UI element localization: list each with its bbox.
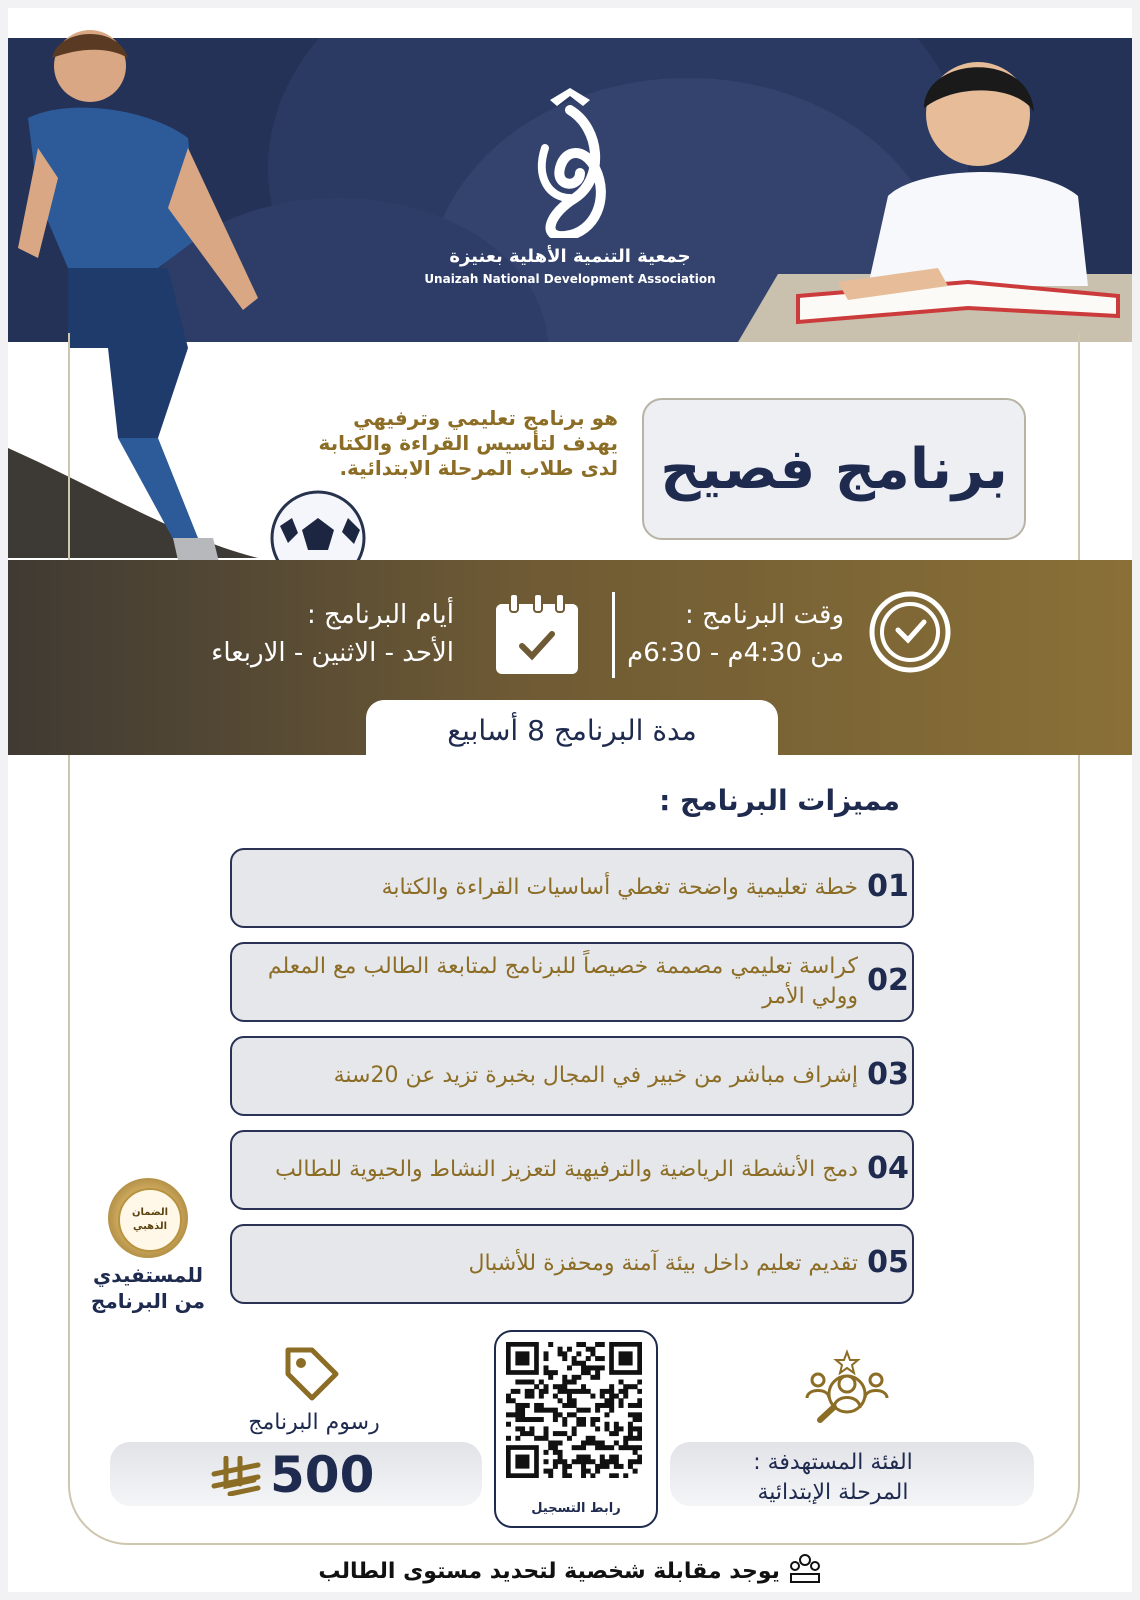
organization-name-en: Unaizah National Development Association xyxy=(424,272,716,286)
time-info xyxy=(627,596,844,672)
interview-note-text: يوجد مقابلة شخصية لتحديد مستوى الطالب xyxy=(318,1559,780,1584)
program-title: برنامج فصيح xyxy=(660,436,1008,502)
fees-amount: 500 xyxy=(270,1446,375,1504)
qr-code-icon[interactable] xyxy=(506,1342,642,1478)
target-value: المرحلة الإبتدائية xyxy=(757,1480,909,1505)
feature-item xyxy=(230,1036,914,1116)
calendar-icon xyxy=(494,592,580,676)
interview-note xyxy=(8,1554,1132,1590)
organization-logo xyxy=(8,88,1132,242)
feature-text: خطة تعليمية واضحة تغطي أساسيات القراءة والكتابة xyxy=(381,875,858,900)
intro-line-1: هو برنامج تعليمي وترفيهي xyxy=(353,406,618,430)
guarantee-caption-line-2: من البرنامج xyxy=(90,1289,206,1313)
guarantee-caption xyxy=(78,1262,218,1314)
feature-number: 04 xyxy=(866,1146,910,1190)
registration-qr-box[interactable] xyxy=(494,1330,658,1528)
price-tag-icon xyxy=(282,1344,342,1404)
feature-number: 01 xyxy=(866,864,910,908)
organization-name-ar: جمعية التنمية الأهلية بعنيزة xyxy=(449,246,691,267)
feature-number: 02 xyxy=(866,958,910,1002)
fees-label: رسوم البرنامج xyxy=(248,1410,380,1435)
target-label: الفئة المستهدفة : xyxy=(753,1450,913,1475)
feature-item xyxy=(230,1130,914,1210)
days-value: الأحد - الاثنين - الاربعاء xyxy=(211,638,454,668)
intro-line-3: لدى طلاب المرحلة الابتدائية. xyxy=(339,456,618,480)
feature-number: 05 xyxy=(866,1240,910,1284)
program-title-box xyxy=(642,398,1026,540)
time-value: من 4:30م - 6:30م xyxy=(627,638,844,668)
program-duration: مدة البرنامج 8 أسابيع xyxy=(366,700,778,762)
guarantee-badge-text: الضمان الذهبي xyxy=(118,1188,182,1252)
clock-icon xyxy=(868,590,952,674)
feature-text: كراسة تعليمي مصممة خصيصاً للبرنامج لمتابعة الطالب مع المعلم وولي الأمر xyxy=(267,954,858,1009)
logo-emblem-icon xyxy=(525,88,615,238)
feature-text: تقديم تعليم داخل بيئة آمنة ومحفزة للأشبال xyxy=(468,1251,858,1276)
features-title: مميزات البرنامج : xyxy=(659,784,900,817)
schedule-divider xyxy=(612,592,615,678)
feature-number: 03 xyxy=(866,1052,910,1096)
riyal-symbol-icon xyxy=(210,1456,262,1496)
registration-label[interactable]: رابط التسجيل xyxy=(531,1501,621,1516)
time-label: وقت البرنامج : xyxy=(684,600,844,630)
interview-icon xyxy=(788,1554,822,1590)
feature-text: إشراف مباشر من خبير في المجال بخبرة تزيد عن 20سنة xyxy=(333,1063,858,1088)
target-info xyxy=(708,1448,958,1508)
program-intro xyxy=(258,406,618,481)
feature-item xyxy=(230,1224,914,1304)
golden-guarantee-badge xyxy=(108,1178,188,1258)
guarantee-caption-line-1: للمستفيدي xyxy=(92,1263,204,1287)
feature-text: دمج الأنشطة الرياضية والترفيهية لتعزيز النشاط والحيوية للطالب xyxy=(275,1157,858,1182)
feature-item xyxy=(230,848,914,928)
feature-item xyxy=(230,942,914,1022)
days-info xyxy=(211,596,454,672)
days-label: أيام البرنامج : xyxy=(307,600,454,630)
target-group-icon xyxy=(802,1348,892,1424)
poster xyxy=(8,8,1132,1592)
intro-line-2: يهدف لتأسيس القراءة والكتابة xyxy=(318,431,618,455)
